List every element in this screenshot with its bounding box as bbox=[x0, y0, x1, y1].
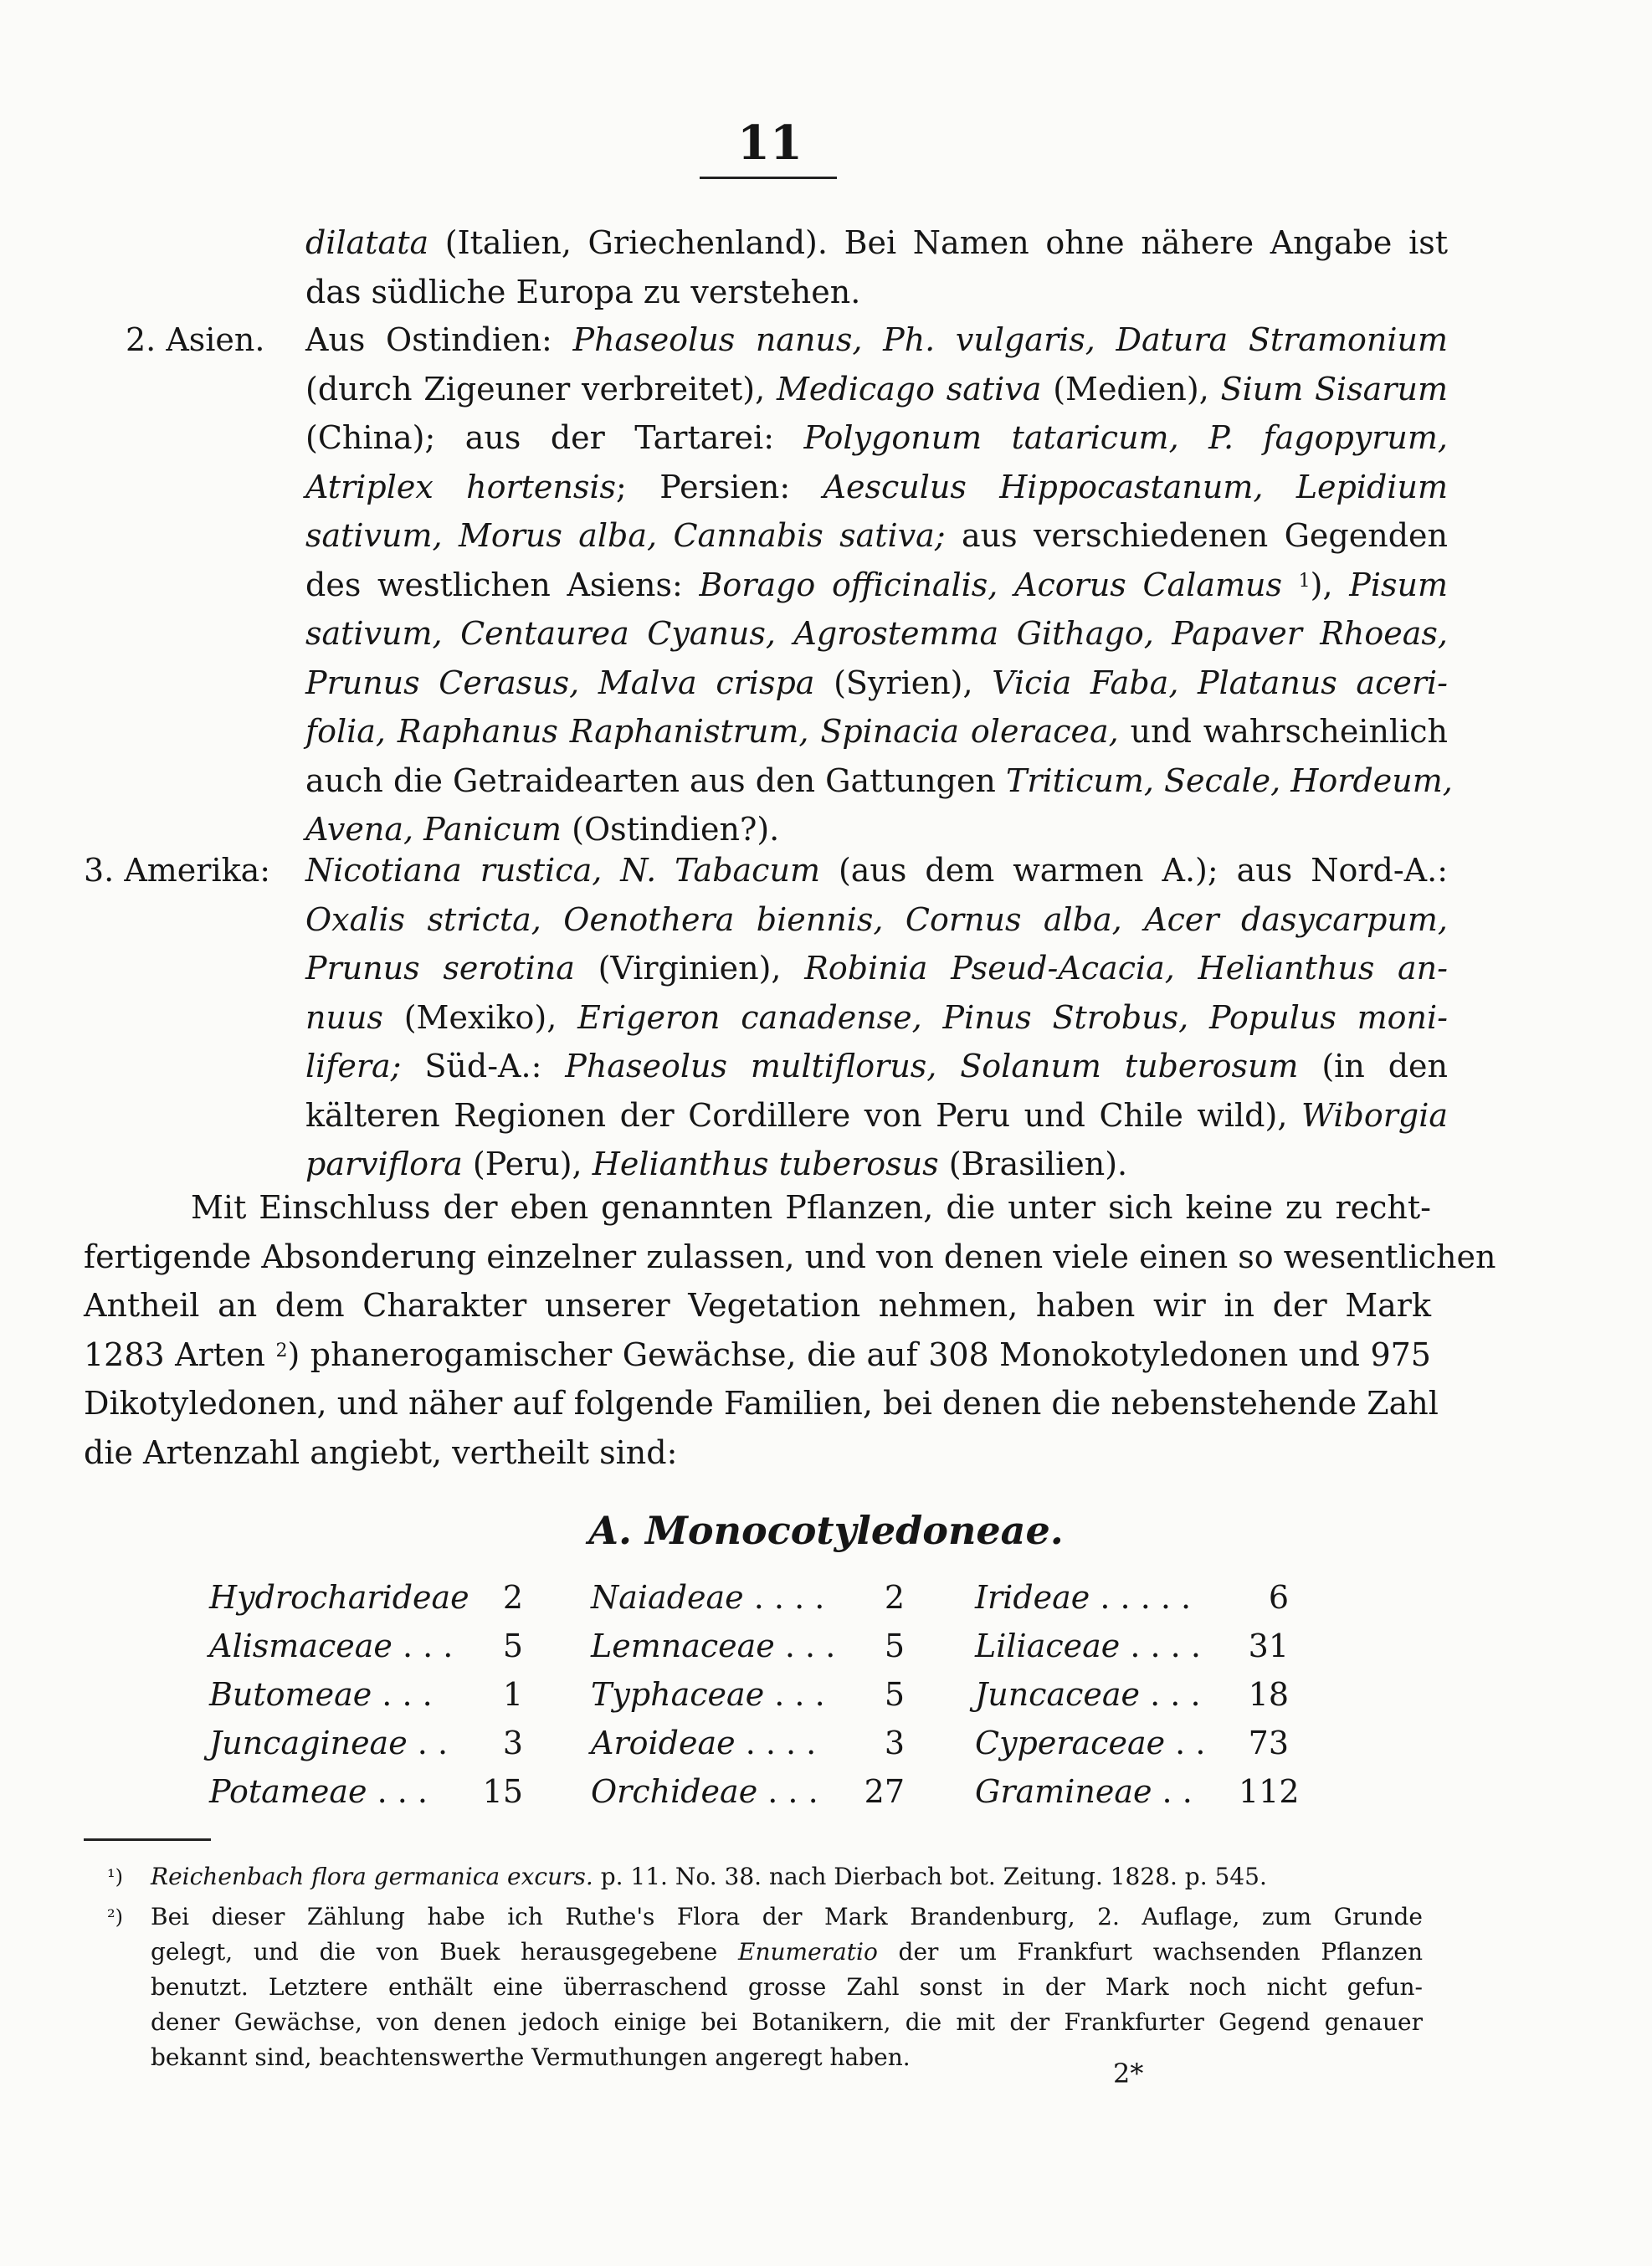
america-line: lifera; Süd-A.: Phaseolus multiflorus, Solanum tuberosum (in den bbox=[305, 1048, 1448, 1084]
family-leader-dots: . . . . bbox=[735, 1725, 817, 1761]
family-name: Butomeae . . . bbox=[209, 1676, 433, 1713]
family-row bbox=[975, 1670, 1289, 1719]
asia-line: Atriplex hortensis; Persien: Aesculus Hippocastanum, Lepidium bbox=[305, 468, 1449, 505]
paragraph-line: fertigende Absonderung einzelner zulassen, und von denen viele einen so wesentlichen bbox=[84, 1238, 1496, 1275]
family-name: Potameae . . . bbox=[209, 1773, 428, 1810]
family-name: Hydrocharideae bbox=[209, 1579, 469, 1616]
family-row bbox=[975, 1622, 1289, 1670]
paragraph-line: Mit Einschluss der eben genannten Pflanzen, die unter sich keine zu recht- bbox=[191, 1189, 1431, 1226]
family-count: 31 bbox=[1248, 1628, 1289, 1664]
america-line: nuus (Mexiko), Erigeron canadense, Pinus Strobus, Populus moni- bbox=[305, 998, 1448, 1036]
signature-mark: 2* bbox=[1113, 2058, 1144, 2089]
family-leader-dots: . . . . bbox=[1120, 1628, 1201, 1664]
footnote-mark: ¹) bbox=[107, 1865, 123, 1889]
family-count: 18 bbox=[1248, 1676, 1289, 1713]
family-name: Cyperaceae . . bbox=[975, 1725, 1206, 1761]
asia-line: des westlichen Asiens: Borago officinalis, Acorus Calamus $^1$), Pisum bbox=[305, 566, 1448, 603]
asia-label: 2. Asien. bbox=[126, 321, 265, 358]
asia-line: (China); aus der Tartarei: Polygonum tataricum, P. fagopyrum, bbox=[305, 419, 1448, 456]
america-line: Oxalis stricta, Oenothera biennis, Cornus alba, Acer dasycarpum, bbox=[305, 900, 1448, 938]
family-row bbox=[591, 1622, 905, 1670]
family-row bbox=[209, 1670, 523, 1719]
asia-line: (durch Zigeuner verbreitet), Medicago sativa (Medien), Sium Sisarum bbox=[305, 370, 1448, 408]
family-row bbox=[975, 1719, 1289, 1767]
america-label: 3. Amerika: bbox=[84, 852, 271, 889]
family-name: Irideae . . . . . bbox=[975, 1579, 1192, 1616]
family-name: Naiadeae . . . . bbox=[591, 1579, 825, 1616]
asia-line: sativum, Morus alba, Cannabis sativa; aus verschiedenen Gegenden bbox=[305, 517, 1448, 554]
america-line: kälteren Regionen der Cordillere von Peru und Chile wild), Wiborgia bbox=[305, 1096, 1448, 1134]
family-count: 1 bbox=[502, 1676, 523, 1713]
family-leader-dots: . . . bbox=[1140, 1676, 1201, 1713]
footnote-rule bbox=[84, 1838, 211, 1841]
family-leader-dots: . . . bbox=[367, 1773, 428, 1810]
continuation-line: dilatata (Italien, Griechenland). Bei Namen ohne nähere Angabe ist bbox=[305, 224, 1448, 261]
family-column bbox=[591, 1573, 905, 1816]
page-number-rule bbox=[700, 177, 837, 179]
paragraph-line: Antheil an dem Charakter unserer Vegetation nehmen, haben wir in der Mark bbox=[84, 1287, 1431, 1324]
family-column bbox=[975, 1573, 1300, 1816]
family-leader-dots: . . . bbox=[372, 1676, 433, 1713]
family-count: 112 bbox=[1239, 1773, 1300, 1810]
family-count: 3 bbox=[884, 1725, 905, 1761]
asia-line: folia, Raphanus Raphanistrum, Spinacia oleracea, und wahrscheinlich bbox=[305, 713, 1448, 750]
family-name: Gramineae . . bbox=[975, 1773, 1193, 1810]
family-row bbox=[975, 1767, 1300, 1816]
family-row bbox=[209, 1767, 523, 1816]
asia-line: Aus Ostindien: Phaseolus nanus, Ph. vulgaris, Datura Stramonium bbox=[305, 321, 1448, 358]
family-leader-dots: . . . . bbox=[743, 1579, 825, 1616]
footnote-line: benutzt. Letztere enthält eine überraschend grosse Zahl sonst in der Mark noch nicht gefun- bbox=[151, 1973, 1423, 2001]
america-line: Nicotiana rustica, N. Tabacum (aus dem warmen A.); aus Nord-A.: bbox=[305, 852, 1448, 889]
america-line: Prunus serotina (Virginien), Robinia Pseud-Acacia, Helianthus an- bbox=[305, 950, 1448, 987]
family-row bbox=[591, 1670, 905, 1719]
paragraph-line: Dikotyledonen, und näher auf folgende Familien, bei denen die nebenstehende Zahl bbox=[84, 1385, 1439, 1422]
family-count: 15 bbox=[482, 1773, 523, 1810]
asia-line: sativum, Centaurea Cyanus, Agrostemma Githago, Papaver Rhoeas, bbox=[305, 615, 1448, 652]
family-count: 3 bbox=[502, 1725, 523, 1761]
family-row bbox=[209, 1622, 523, 1670]
family-count: 2 bbox=[502, 1579, 523, 1616]
family-count: 6 bbox=[1268, 1579, 1289, 1616]
family-leader-dots: . . . bbox=[392, 1628, 454, 1664]
family-count: 5 bbox=[884, 1676, 905, 1713]
family-leader-dots: . . bbox=[407, 1725, 449, 1761]
family-count: 5 bbox=[502, 1628, 523, 1664]
page-number: 11 bbox=[737, 115, 803, 171]
family-leader-dots: . . bbox=[1165, 1725, 1206, 1761]
family-name: Typhaceae . . . bbox=[591, 1676, 825, 1713]
family-name: Lemnaceae . . . bbox=[591, 1628, 836, 1664]
footnote-line: Bei dieser Zählung habe ich Ruthe's Flora der Mark Brandenburg, 2. Auflage, zum Grunde bbox=[151, 1903, 1423, 1930]
family-column bbox=[209, 1573, 523, 1816]
family-row bbox=[591, 1573, 905, 1622]
footnote-line: gelegt, und die von Buek herausgegebene Enumeratio der um Frankfurt wachsenden Pflanzen bbox=[151, 1938, 1424, 1966]
footnote-line: Reichenbach flora germanica excurs. p. 11. No. 38. nach Dierbach bot. Zeitung. 1828. p. 545. bbox=[151, 1863, 1267, 1890]
family-count: 5 bbox=[884, 1628, 905, 1664]
family-row bbox=[591, 1767, 905, 1816]
family-row bbox=[591, 1719, 905, 1767]
family-name: Alismaceae . . . bbox=[209, 1628, 454, 1664]
paragraph-line: die Artenzahl angiebt, vertheilt sind: bbox=[84, 1433, 678, 1471]
family-count: 2 bbox=[884, 1579, 905, 1616]
footnote-line: dener Gewächse, von denen jedoch einige bei Botanikern, die mit der Frankfurter Gegend genauer bbox=[151, 2008, 1423, 2036]
family-leader-dots: . . . bbox=[774, 1628, 836, 1664]
continuation-line: das südliche Europa zu verstehen. bbox=[305, 273, 861, 310]
footnote-line: bekannt sind, beachtenswerthe Vermuthungen angeregt haben. bbox=[151, 2043, 911, 2071]
asia-line: Avena, Panicum (Ostindien?). bbox=[305, 811, 780, 848]
family-row bbox=[209, 1719, 523, 1767]
america-line: parviflora (Peru), Helianthus tuberosus (Brasilien). bbox=[305, 1146, 1128, 1182]
section-heading: A. Monocotyledoneae. bbox=[588, 1508, 1064, 1553]
family-name: Liliaceae . . . . bbox=[975, 1628, 1201, 1664]
family-name: Orchideae . . . bbox=[591, 1773, 818, 1810]
family-count: 73 bbox=[1248, 1725, 1289, 1761]
family-row bbox=[209, 1573, 523, 1622]
family-leader-dots: . . bbox=[1152, 1773, 1193, 1810]
family-name: Juncagineae . . bbox=[209, 1725, 449, 1761]
family-name: Aroideae . . . . bbox=[591, 1725, 817, 1761]
family-leader-dots: . . . . . bbox=[1090, 1579, 1192, 1616]
family-name: Juncaceae . . . bbox=[975, 1676, 1201, 1713]
family-leader-dots: . . . bbox=[757, 1773, 818, 1810]
asia-line: auch die Getraidearten aus den Gattungen Triticum, Secale, Hordeum, bbox=[305, 761, 1453, 799]
footnote-mark: ²) bbox=[107, 1905, 123, 1929]
family-row bbox=[975, 1573, 1289, 1622]
asia-line: Prunus Cerasus, Malva crispa (Syrien), Vicia Faba, Platanus aceri- bbox=[305, 664, 1449, 701]
paragraph-line: 1283 Arten $^2$) phanerogamischer Gewächse, die auf 308 Monokotyledonen und 975 bbox=[84, 1336, 1431, 1373]
family-leader-dots: . . . bbox=[764, 1676, 825, 1713]
family-count: 27 bbox=[864, 1773, 905, 1810]
